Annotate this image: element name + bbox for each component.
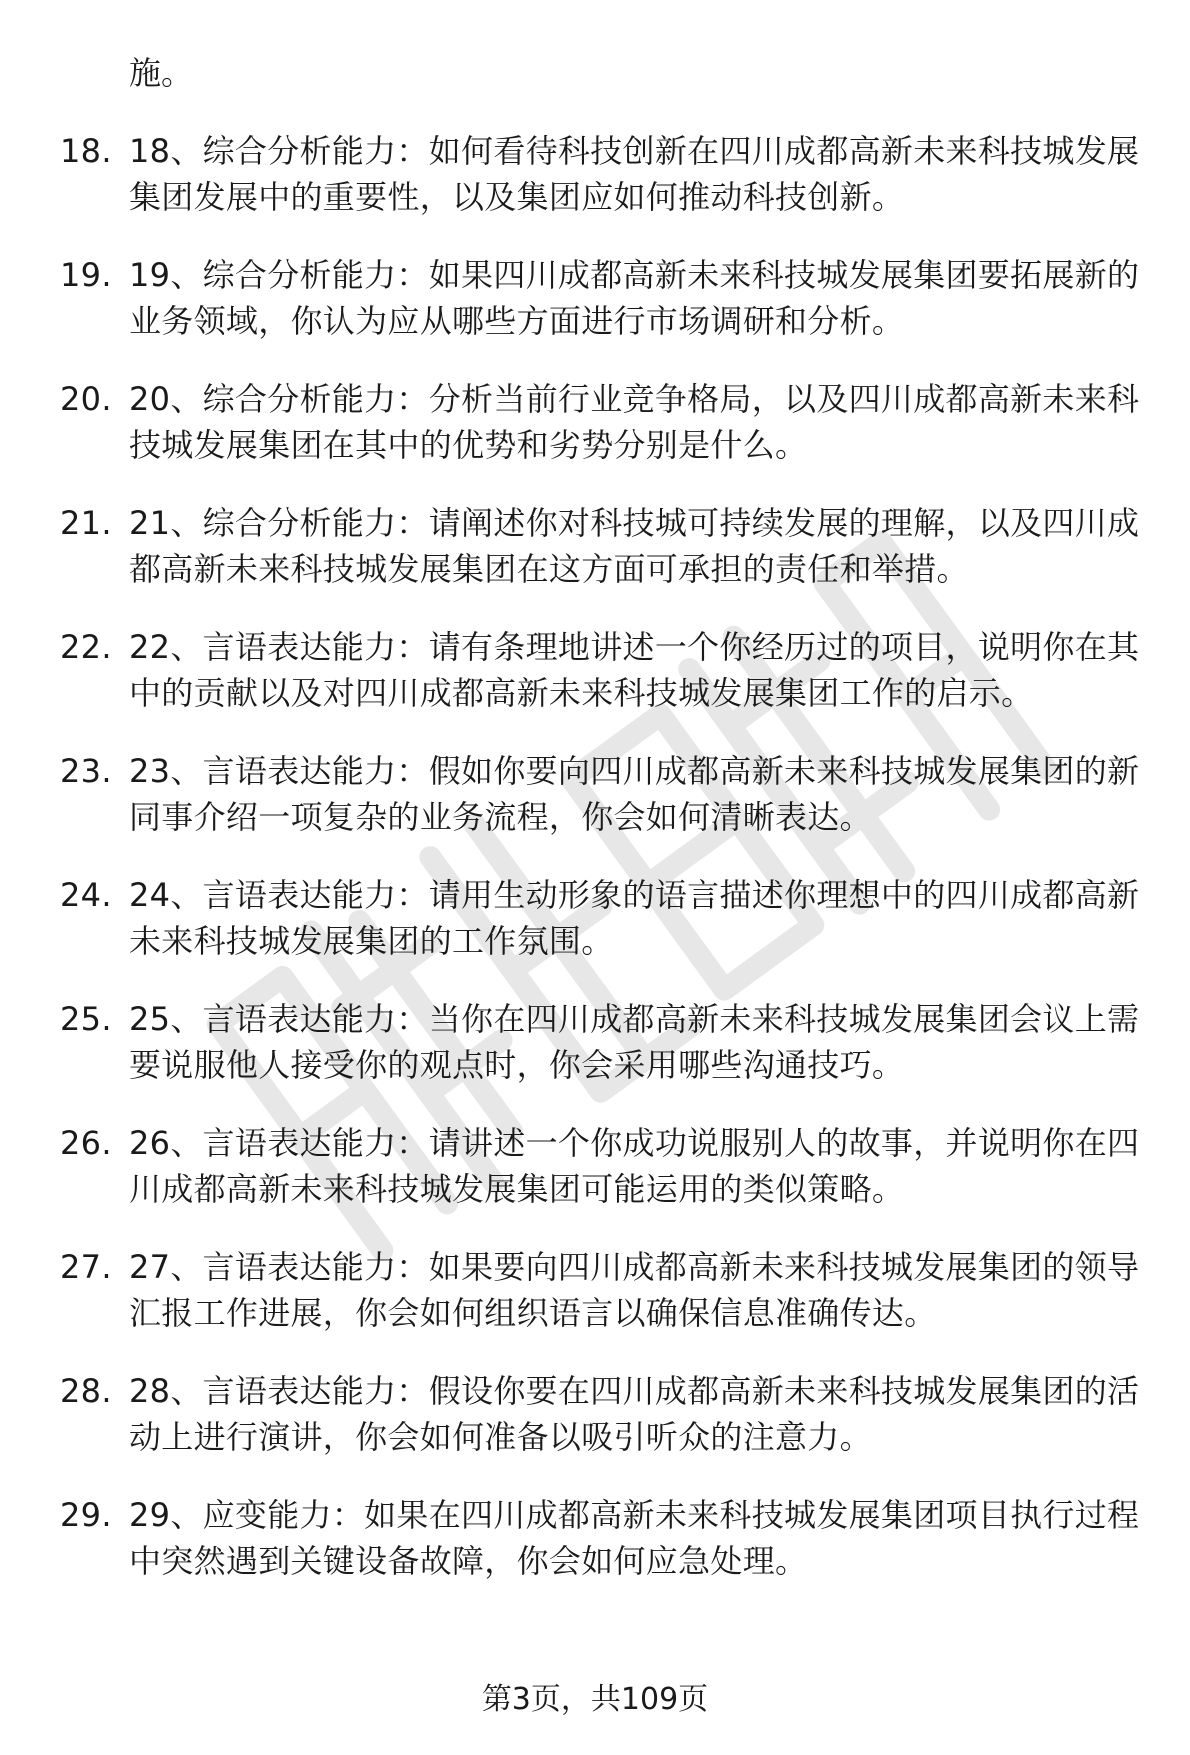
- question-text: 26、言语表达能力：请讲述一个你成功说服别人的故事，并说明你在四川成都高新未来科技城发展集团可能运用的类似策略。: [129, 1124, 1140, 1208]
- question-number: 25.: [60, 1000, 112, 1038]
- continuation-text: 施。: [129, 54, 194, 92]
- question-number: 23.: [60, 752, 112, 790]
- question-item: [60, 624, 1150, 716]
- question-text: 21、综合分析能力：请阐述你对科技城可持续发展的理解，以及四川成都高新未来科技城发展集团在这方面可承担的责任和举措。: [129, 504, 1140, 588]
- question-item: [60, 1492, 1150, 1584]
- question-text: 22、言语表达能力：请有条理地讲述一个你经历过的项目，说明你在其中的贡献以及对四川成都高新未来科技城发展集团工作的启示。: [129, 628, 1140, 712]
- question-text: 24、言语表达能力：请用生动形象的语言描述你理想中的四川成都高新未来科技城发展集团的工作氛围。: [129, 876, 1140, 960]
- question-text: 18、综合分析能力：如何看待科技创新在四川成都高新未来科技城发展集团发展中的重要性，以及集团应如何推动科技创新。: [129, 132, 1140, 216]
- question-item: [60, 376, 1150, 468]
- question-item: [60, 1244, 1150, 1336]
- question-text: 25、言语表达能力：当你在四川成都高新未来科技城发展集团会议上需要说服他人接受你的观点时，你会采用哪些沟通技巧。: [129, 1000, 1140, 1084]
- question-number: 27.: [60, 1248, 112, 1286]
- page-footer: 第3页，共109页: [481, 1682, 709, 1717]
- question-item: [60, 252, 1150, 344]
- question-number: 20.: [60, 380, 112, 418]
- question-number: 19.: [60, 256, 112, 294]
- question-item: [60, 872, 1150, 964]
- question-number: 28.: [60, 1372, 112, 1410]
- question-number: 29.: [60, 1496, 112, 1534]
- question-number: 22.: [60, 628, 112, 666]
- question-item: [60, 748, 1150, 840]
- question-text: 27、言语表达能力：如果要向四川成都高新未来科技城发展集团的领导汇报工作进展，你会如何组织语言以确保信息准确传达。: [129, 1248, 1140, 1332]
- question-number: 21.: [60, 504, 112, 542]
- question-text: 19、综合分析能力：如果四川成都高新未来科技城发展集团要拓展新的业务领域，你认为应从哪些方面进行市场调研和分析。: [129, 256, 1140, 340]
- question-text: 20、综合分析能力：分析当前行业竞争格局，以及四川成都高新未来科技城发展集团在其中的优势和劣势分别是什么。: [129, 380, 1140, 464]
- question-item: [60, 500, 1150, 592]
- question-text: 29、应变能力：如果在四川成都高新未来科技城发展集团项目执行过程中突然遇到关键设备故障，你会如何应急处理。: [129, 1496, 1140, 1580]
- question-number: 24.: [60, 876, 112, 914]
- question-number: 26.: [60, 1124, 112, 1162]
- question-text: 23、言语表达能力：假如你要向四川成都高新未来科技城发展集团的新同事介绍一项复杂的业务流程，你会如何清晰表达。: [129, 752, 1140, 836]
- question-item: [60, 1368, 1150, 1460]
- question-item: [60, 996, 1150, 1088]
- question-item: [60, 128, 1150, 220]
- question-text: 28、言语表达能力：假设你要在四川成都高新未来科技城发展集团的活动上进行演讲，你会如何准备以吸引听众的注意力。: [129, 1372, 1140, 1456]
- question-number: 18.: [60, 132, 112, 170]
- question-item: [60, 1120, 1150, 1212]
- question-list: [60, 128, 1150, 1616]
